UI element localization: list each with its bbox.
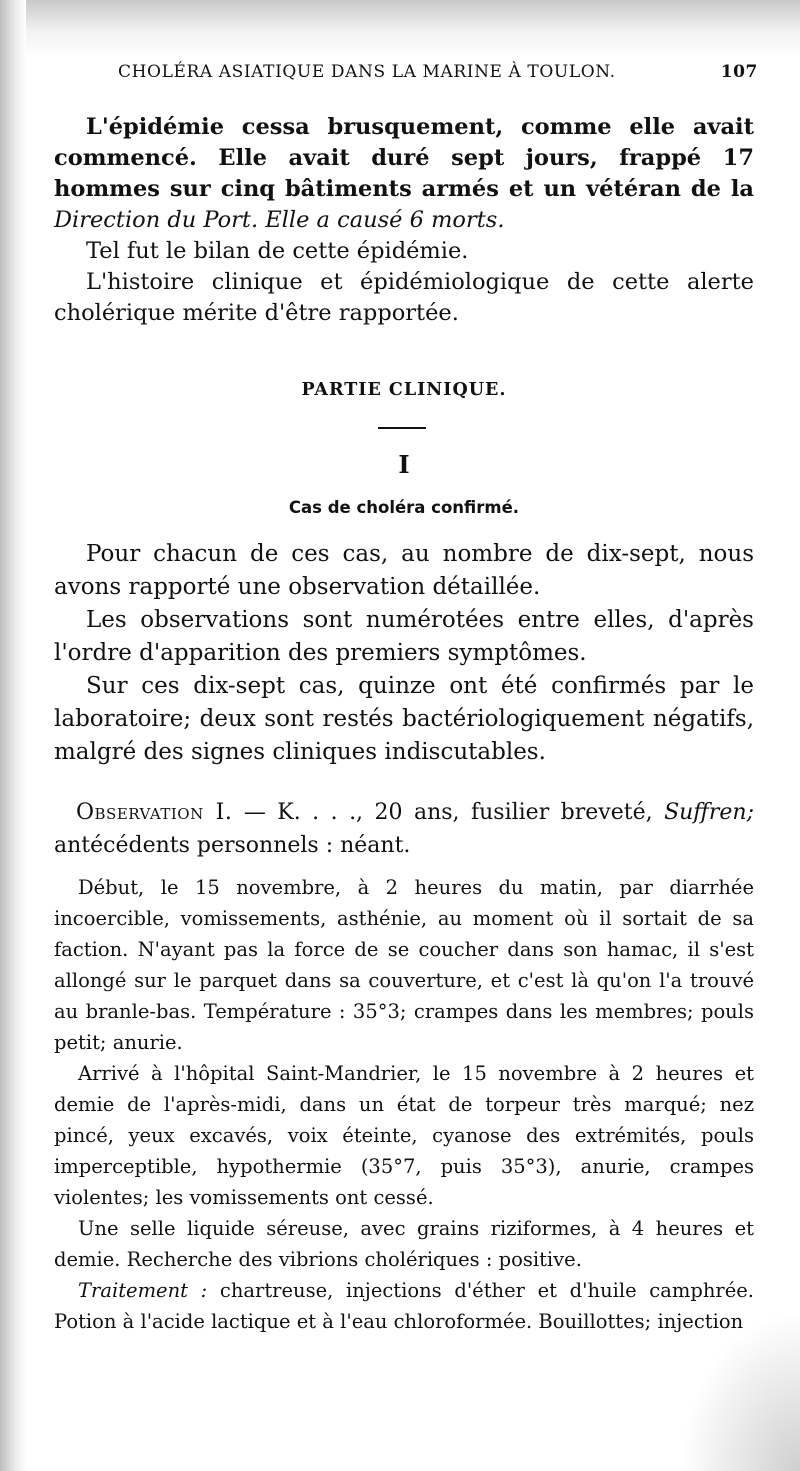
details-paragraph-2: Arrivé à l'hôpital Saint-Mandrier, le 15 novembre à 2 heures et demie de l'après-midi, dans un état de torpeur très marqué; nez pincé, yeux excavés, voix éteinte, cyanose des extrémités, pouls imperceptible, hypothermie (35°7, puis 35°3), anurie, crampes violentes; les vomissements ont cessé. (54, 1062, 754, 1209)
details-paragraph-3: Une selle liquide séreuse, avec grains riziformes, à 4 heures et demie. Recherche des vibrions cholériques : positive. (54, 1217, 754, 1271)
section-subtitle: Cas de choléra confirmé. (288, 498, 520, 517)
ship-name: Suffren; (664, 800, 755, 825)
treatment-label: Traitement : (78, 1279, 208, 1302)
intro-paragraph-1: L'épidémie cessa brusquement, comme elle avait commencé. Elle avait duré sept jours, frappé 17 hommes sur cinq bâtiments armés et un vétéran de la Direction du Port. Elle a causé 6 morts. (54, 114, 754, 233)
observation-label: Observation I. (76, 800, 233, 825)
running-title: CHOLÉRA ASIATIQUE DANS LA MARINE À TOULON. (118, 62, 616, 82)
cases-intro (54, 538, 754, 769)
observation-heading: Observation I. — K. . . ., 20 ans, fusilier breveté, Suffren; antécédents personnels : néant. (54, 800, 755, 858)
page-number: 107 (720, 62, 758, 82)
section-divider (378, 427, 426, 429)
cases-paragraph-3: Sur ces dix-sept cas, quinze ont été confirmés par le laboratoire; deux sont restés bactériologiquement négatifs, malgré des signes cliniques indiscutables. (54, 673, 754, 765)
cases-paragraph-2: Les observations sont numérotées entre elles, d'après l'ordre d'apparition des premiers symptômes. (54, 607, 754, 666)
section-number: I (398, 450, 410, 479)
part-title: PARTIE CLINIQUE. (301, 380, 507, 400)
running-header (110, 62, 758, 92)
intro-paragraph-2: Tel fut le bilan de cette épidémie. (86, 238, 469, 264)
cases-paragraph-1: Pour chacun de ces cas, au nombre de dix-sept, nous avons rapporté une observation détaillée. (54, 541, 754, 600)
intro-section (54, 112, 754, 329)
details-paragraph-1: Début, le 15 novembre, à 2 heures du matin, par diarrhée incoercible, vomissements, asthénie, au moment où il sortait de sa faction. N'ayant pas la force de se coucher dans son hamac, il s'est allongé sur le parquet dans sa couverture, et c'est là qu'on l'a trouvé au branle-bas. Température : 35°3; crampes dans les membres; pouls petit; anurie. (54, 876, 754, 1054)
scan-shadow-top (0, 0, 800, 58)
observation-details (54, 872, 754, 1337)
intro-paragraph-3: L'histoire clinique et épidémiologique de cette alerte cholérique mérite d'être rapportée. (54, 269, 754, 326)
scan-shadow-left (0, 0, 26, 1471)
details-paragraph-4: Traitement : chartreuse, injections d'éther et d'huile camphrée. Potion à l'acide lactique et à l'eau chloroformée. Bouillottes; injection (54, 1279, 754, 1333)
